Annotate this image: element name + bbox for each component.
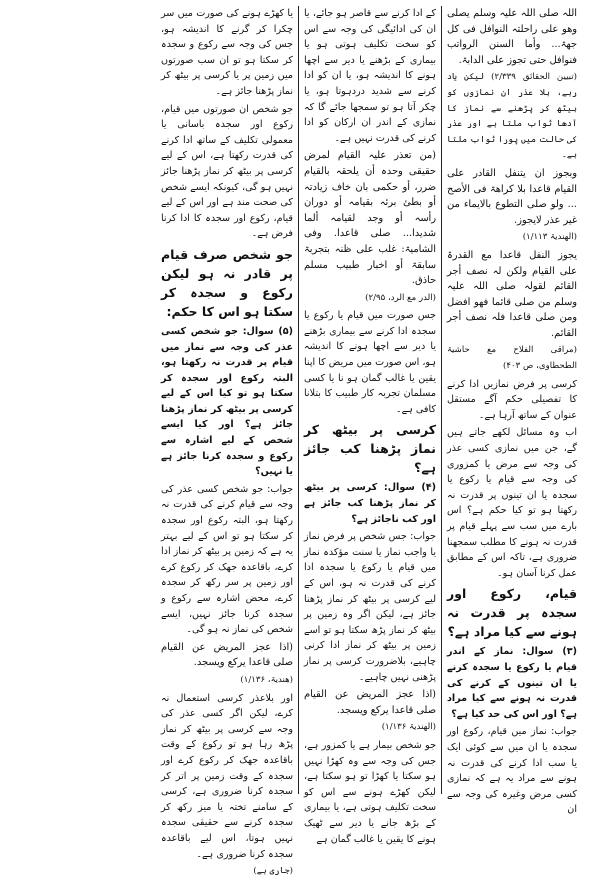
body-paragraph: اور بلاعذر کرسی استعمال نہ کرے، لیکن اگر کسی عذر کی وجہ سے کرسی پر بیٹھ کر نماز پڑھ رہا ہو تو رکوع کے وقت باقاعدہ جھک کر رکوع کرے اور سجدہ کے وقت زمین پر اتر کر سجدہ کرنا ضروری ہے، کرسی کے سامنے تختہ یا میز رکھ کر سجدہ کرنے سے حقیقی سجدہ نہیں ہوتا، اس لیے باقاعدہ سجدہ کرنا ضروری ہے۔: [161, 692, 293, 860]
reference-citation: (مراقی الفلاح مع حاشیۃ الطحطاوی، ص ۴۰۳): [447, 345, 577, 372]
question-paragraph: (۳) سوال: نماز کے اندر قیام یا رکوع یا سجدہ کرنے یا ان تینوں کے کرنے کی قدرت نہ ہونے سے کیا مراد ہے؟ اور اس کی حد کیا ہے؟: [447, 646, 577, 720]
body-paragraph: کے ادا کرنے سے قاصر ہو جائے، یا ان کی ادائیگی کی وجہ سے اس کو سخت تکلیف ہوتی ہو یا بیماری کے بڑھنے یا دیر سے اچھا ہونے کا اندیشہ ہو، یا ان کو ادا کرنے سے شدید دردہوتا ہو، یا چکر آتا ہو تو سمجھا جائے گا کہ نمازی کے اندر ان ارکان کو ادا کرنے کی قدرت نہیں ہے۔: [304, 8, 436, 144]
body-paragraph: جواب: نماز میں قیام، رکوع اور سجدہ یا ان میں سے کوئی ایک یا سب ادا کرنے کی قدرت نہ ہونے سے مراد یہ ہے کہ نمازی کسی مرض وغیرہ کی وجہ سے ان: [447, 726, 577, 816]
question-paragraph: (۴) سوال: کرسی پر بیٹھ کر نماز پڑھنا کب جائز ہے اور کب ناجائز ہے؟: [304, 482, 436, 525]
section-heading: جو شخص صرف قیام پر قادر نہ ہو لیکن رکوع و سجدہ کر سکتا ہو اس کا حکم:: [161, 246, 293, 319]
reference-citation: (ھندیۃ، ۱/۱۳۶): [240, 674, 293, 685]
reference-citation: (الھندیۃ ۱/۱۳۶): [381, 722, 436, 733]
arabic-quote: اللہ صلی اللہ علیہ وسلم یصلی وھو علی راحلتہ النوافل فی کل جھۃ... وأما السنن الرواتب فنوافل حتی تجوز علی الدابۃ.: [447, 8, 577, 66]
body-paragraph: جواب: جو شخص کسی عذر کی وجہ سے قیام کرنے کی قدرت نہ رکھتا ہو، البتہ رکوع اور سجدہ کر سکتا ہو تو اس کے لیے بہتر یہ ہے کہ زمین پر بیٹھ کر نماز ادا کرے، باقاعدہ جھک کر رکوع کرے اور زمین پر سر رکھ کر سجدہ کرے، محض اشارہ سے رکوع و سجدہ کرنا جائز نہیں، ایسے شخص کی نماز نہ ہو گی۔: [161, 483, 293, 636]
body-paragraph: جو شخص ان صورتوں میں قیام، رکوع اور سجدہ باسانی یا معمولی تکلیف کے ساتھ ادا کرنے کی قدرت رکھتا ہے، اس کے لیے کرسی پر بیٹھ کر نماز پڑھنا جائز نہیں ہو گی، کیونکہ ایسے شخص کی صحت مند ہے اور اس کے لیے قیام، رکوع اور سجدہ کا ادا کرنا فرض ہے۔: [161, 103, 293, 240]
body-paragraph: جواب: جس شخص پر فرض نماز یا واجب نماز یا سنت مؤکدہ نماز میں قیام یا رکوع یا سجدہ ادا کرنے کی قدرت نہ ہو، اس کے لیے کرسی پر بیٹھ کر نماز پڑھنا جائز ہے، لیکن اگر وہ زمین پر بیٹھ کر نماز پڑھ سکتا ہو تو اسے زمین پر بیٹھ کر نماز ادا کرنی چاہیے، بلاضرورت کرسی پر نماز پڑھنی نہیں چاہیے۔: [304, 531, 436, 683]
arabic-quote: (اذا عجز المریض عن القیام صلی قاعدا یرکع ویسجد.: [304, 689, 436, 716]
section-heading: کرسی پر بیٹھ کر نماز پڑھنا کب جائز ہے؟: [304, 422, 436, 476]
column-3: [156, 6, 299, 877]
column-1: [442, 6, 582, 816]
reference-citation: (جاری ہے): [253, 866, 293, 877]
arabic-quote: (اذا عجز المریض عن القیام صلی قاعدا یرکع ویسجد.: [161, 641, 293, 669]
body-paragraph: جو شخص بیمار ہے یا کمزور ہے، جس کی وجہ سے وہ کھڑا نہیں ہو سکتا یا کھڑا تو ہو سکتا ہے، لیکن کھڑے ہونے سے اس کو سخت تکلیف ہوتی ہے، یا بیماری کے بڑھ جانے یا دیر سے ٹھیک ہونے کا یقین یا غالب گمان ہے: [304, 739, 436, 845]
body-paragraph: اب وہ مسائل لکھے جاتے ہیں گے، جن میں نمازی کسی عذر کی وجہ سے مرض یا کمزوری کی وجہ سے قیام یا رکوع یا سجدہ یا ان تینوں پر قدرت نہ رکھتا ہو تو کیا حکم ہے؟ اس بارے میں سب سے پہلے قیام پر قدرت نہ ہونے کا مطلب سمجھنا ضروری ہے، تاکہ اس کے مطابق عمل کرنا آسان ہو۔: [447, 427, 577, 579]
arabic-quote: وبجوز ان یتنفل القادر علی القیام قاعدا بلا کراھۃ فی الأصح ... ولو صلی التطوع بالایماء من غیر عذر لایجوز.: [447, 167, 577, 226]
section-heading: قیام، رکوع اور سجدہ پر قدرت نہ ہونے سے کیا مراد ہے؟: [447, 586, 577, 640]
reference-citation: (الھندیۃ ۱/۱۱۳): [522, 232, 577, 243]
arabic-quote: یجوز النفل قاعدا مع القدرۃ علی القیام ولکن لہ نصف أجر القائم لقولہ صلی اللہ علیہ وسلم من صلی قائما فھو افضل ومن صلی قاعدا فلہ نصف أجر القائم.: [447, 249, 577, 339]
body-paragraph: جس صورت میں قیام یا رکوع یا سجدہ ادا کرنے سے بیماری بڑھنے یا دیر سے اچھا ہونے کا اندیشہ ہو، اس صورت میں مریض کا اپنا یقین یا غالب گمان ہو نا یا کسی مسلمان تجربہ کار طبیب کا بتلانا کافی ہے۔: [304, 310, 436, 415]
column-2: [299, 6, 442, 845]
reference-citation: (الدر مع الرد، ۲/۹۵): [365, 292, 436, 303]
body-paragraph: کرسی پر فرض نمازیں ادا کرنے کا تفصیلی حکم آگے مستقل عنوان کے ساتھ آرہا ہے۔: [447, 378, 577, 421]
body-paragraph: یا کھڑے ہونے کی صورت میں سر چکرا کر گرنے کا اندیشہ ہو، جس کی وجہ سے رکوع و سجدہ کر سکتا ہو تو ان سب صورتوں میں زمین پر یا کرسی پر بیٹھ کر نماز پڑھنا جائز ہے۔: [161, 8, 293, 97]
arabic-quote: (من تعذر علیہ القیام لمرض حقیقی وحدہ أن یلحقہ بالقیام ضرر، أو حکمی بان خاف زیادتہ أو بطئ برئہ بقیامہ أو دوران رأسہ أو وجد لقیامہ ألما شدیدا... صلی قاعدا. وفی الشامیۃ: غلب علی ظنہ بتجربۃ سابقۃ أو اخبار طبیب مسلم حاذق.: [304, 150, 436, 287]
reference-citation: (تبیین الحقائق ۲/۳۳۹) لیکن یاد رہے، بلا عذر ان نمازوں کو بیٹھ کر پڑھنے سے نماز کا آدھا ثواب ملتا ہے اور عذر کی حالت میں پورا ثواب ملتا ہے۔: [447, 72, 577, 161]
question-paragraph: (۵) سوال: جو شخص کسی عذر کی وجہ سے نماز میں قیام پر قدرت نہ رکھتا ہو، البتہ رکوع اور سجدہ کر سکتا ہو تو کیا اس کے لیے کرسی پر بیٹھ کر نماز پڑھنا جائز ہے؟ اور کیا ایسے شخص کے لیے اشارہ سے رکوع و سجدہ کرنا جائز ہے یا نہیں؟: [161, 325, 293, 478]
